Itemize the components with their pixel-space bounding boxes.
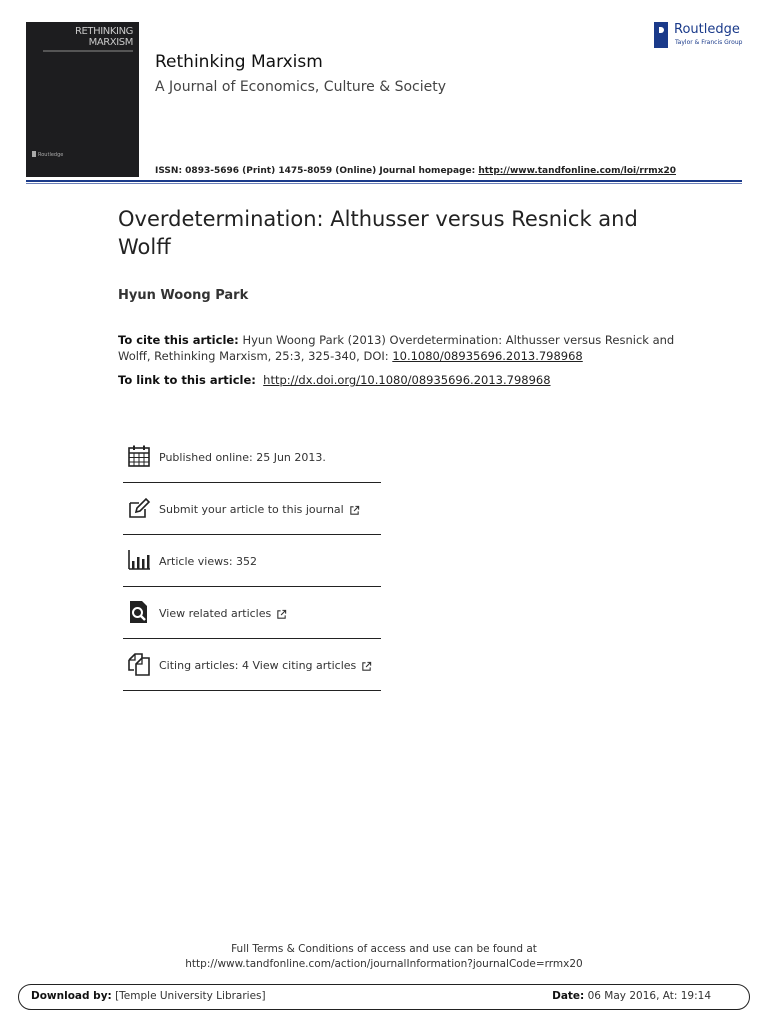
journal-name: Rethinking Marxism — [155, 52, 323, 72]
edit-icon — [127, 496, 151, 520]
terms-url[interactable]: http://www.tandfonline.com/action/journalInformation?journalCode=rrmx20 — [185, 958, 583, 970]
article-url-link[interactable]: http://dx.doi.org/10.1080/08935696.2013.798968 — [263, 373, 551, 387]
link-block — [118, 373, 678, 387]
external-link-icon — [361, 661, 372, 672]
download-info — [31, 990, 266, 1002]
article-views-row — [123, 534, 381, 587]
citing-articles-text: Citing articles: 4 View citing articles — [159, 659, 357, 672]
citing-articles-row[interactable] — [123, 638, 381, 691]
citing-articles-link[interactable] — [159, 659, 372, 672]
bar-chart-icon — [127, 548, 151, 572]
related-articles-text: View related articles — [159, 607, 272, 620]
link-label: To link to this article: — [118, 373, 256, 387]
header-divider-thin — [26, 183, 742, 184]
download-label: Download by: — [31, 990, 112, 1002]
related-articles-row[interactable] — [123, 586, 381, 639]
issn-line — [155, 166, 676, 176]
article-views-text: Article views: 352 — [159, 555, 258, 568]
logo-name: Routledge — [674, 22, 740, 37]
cover-title-line2: MARXISM — [88, 37, 133, 48]
download-date — [552, 990, 711, 1002]
article-author: Hyun Woong Park — [118, 288, 249, 303]
date-label: Date: — [552, 990, 585, 1002]
routledge-r-icon — [654, 22, 668, 48]
citation-text: Hyun Woong Park (2013) Overdetermination: Althusser versus Resnick and Wolff, Rethinking Marxism, 25:3, 325-340, DOI: — [118, 333, 675, 363]
terms-line-1: Full Terms & Conditions of access and use can be found at — [231, 943, 537, 955]
routledge-logo — [654, 22, 746, 52]
download-value: [Temple University Libraries] — [111, 990, 266, 1002]
cover-title-line1: RETHINKING — [74, 26, 133, 37]
header-divider — [26, 180, 742, 182]
doi-link[interactable]: 10.1080/08935696.2013.798968 — [392, 349, 583, 363]
external-link-icon — [276, 609, 287, 620]
submit-article-link[interactable] — [159, 503, 360, 516]
article-title: Overdetermination: Althusser versus Resnick and Wolff — [118, 207, 638, 259]
citation-label: To cite this article: — [118, 333, 239, 347]
cover-subtitle-bar — [43, 50, 133, 52]
submit-article-row[interactable] — [123, 482, 381, 535]
search-document-icon — [127, 600, 151, 624]
submit-article-text: Submit your article to this journal — [159, 503, 344, 516]
external-link-icon — [349, 505, 360, 516]
date-value: 06 May 2016, At: 19:14 — [584, 990, 711, 1002]
journal-cover-image — [26, 22, 139, 177]
related-articles-link[interactable] — [159, 607, 287, 620]
published-online-text: Published online: 25 Jun 2013. — [159, 451, 326, 464]
journal-homepage-link[interactable]: http://www.tandfonline.com/loi/rrmx20 — [478, 166, 676, 176]
calendar-icon — [127, 444, 151, 468]
download-footer — [18, 984, 750, 1010]
logo-tagline: Taylor & Francis Group — [675, 39, 743, 46]
citing-icon — [127, 652, 151, 676]
journal-subtitle: A Journal of Economics, Culture & Society — [155, 79, 447, 95]
issn-text: ISSN: 0893-5696 (Print) 1475-8059 (Online) Journal homepage: — [155, 166, 479, 176]
cover-title — [75, 26, 133, 48]
cover-publisher: Routledge — [38, 152, 64, 158]
citation-block — [118, 332, 678, 364]
cover-publisher-mark — [32, 151, 36, 157]
published-online-row — [123, 430, 381, 483]
